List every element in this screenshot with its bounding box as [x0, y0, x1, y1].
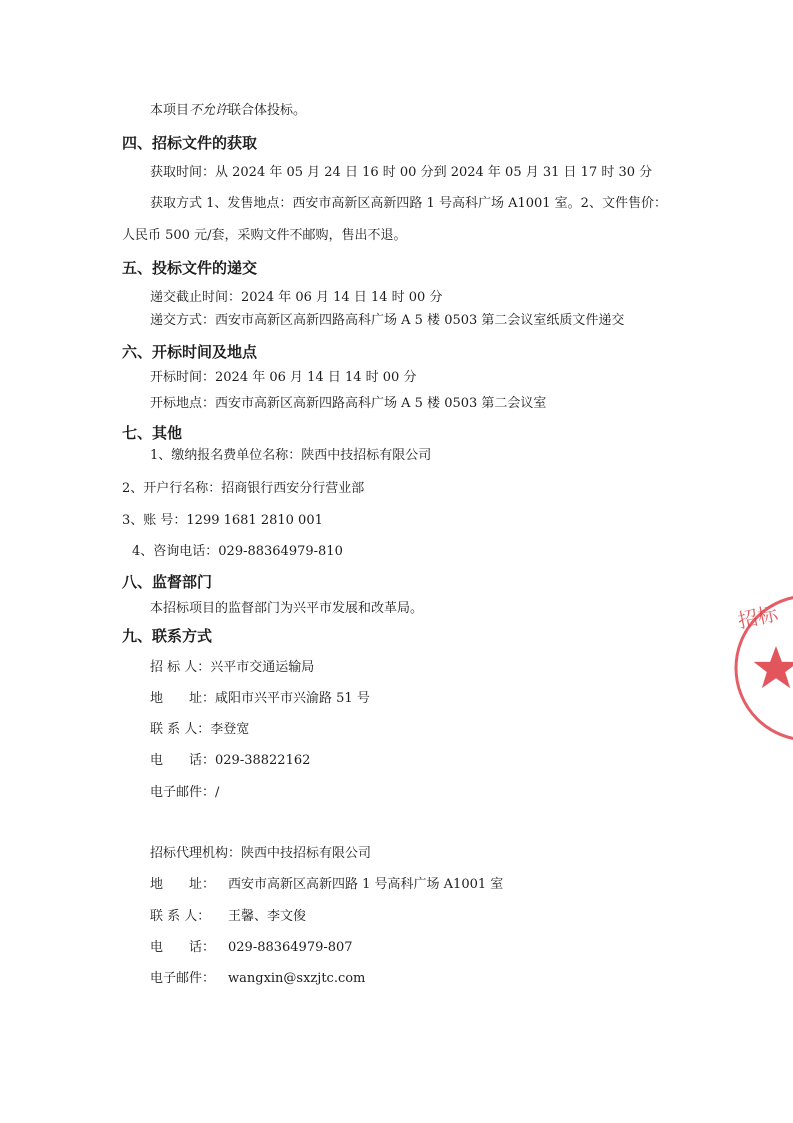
- opening-time: 开标时间：2024 年 06 月 14 日 14 时 00 分: [150, 370, 417, 385]
- supervisor-text: 本招标项目的监督部门为兴平市发展和改革局。: [150, 601, 424, 616]
- tenderer-phone-row: [150, 753, 310, 769]
- inquiry-phone: 4、咨询电话：029-88364979-810: [132, 544, 343, 559]
- agency-row: [150, 846, 371, 862]
- bank-name: 2、开户行名称：招商银行西安分行营业部: [122, 481, 365, 496]
- submit-method: 递交方式：西安市高新区高新四路高科广场 A 5 楼 0503 第二会议室纸质文件递交: [150, 313, 625, 328]
- tenderer-address-value: 咸阳市兴平市兴渝路 51 号: [215, 691, 370, 706]
- tenderer-label: 招 标 人：: [150, 660, 211, 675]
- agency-value: 陕西中技招标有限公司: [241, 846, 372, 861]
- company-seal: [728, 588, 793, 748]
- section-7-heading: 七、其他: [122, 424, 183, 442]
- agency-phone-label: 电 话：: [150, 940, 216, 955]
- intro-paragraph: [150, 103, 306, 119]
- tenderer-row: [150, 660, 314, 676]
- agency-email-value: wangxin@sxzjtc.com: [228, 971, 366, 986]
- agency-address-row: [150, 877, 503, 893]
- account-number: 3、账 号：1299 1681 2810 001: [122, 513, 323, 528]
- acquire-method-line1: 获取方式 1、发售地点：西安市高新区高新四路 1 号高科广场 A1001 室。2、文件售价：: [150, 196, 667, 211]
- agency-phone-row: [150, 940, 353, 956]
- section-4-heading: 四、招标文件的获取: [122, 134, 258, 152]
- tenderer-contact-label: 联 系 人：: [150, 722, 211, 737]
- section-5-heading: 五、投标文件的递交: [122, 259, 258, 277]
- section-6-heading: 六、开标时间及地点: [122, 343, 258, 361]
- tenderer-address-label: 地 址：: [150, 691, 216, 706]
- section-9-heading: 九、联系方式: [122, 627, 213, 645]
- section-8-heading: 八、监督部门: [122, 573, 213, 591]
- opening-place: 开标地点：西安市高新区高新四路高科广场 A 5 楼 0503 第二会议室: [150, 396, 547, 411]
- agency-address-label: 地 址：: [150, 877, 216, 892]
- tenderer-email-value: /: [215, 785, 220, 800]
- tenderer-phone-value: 029-38822162: [215, 753, 311, 768]
- agency-address-value: 西安市高新区高新四路 1 号高科广场 A1001 室: [228, 877, 504, 892]
- tenderer-email-row: [150, 785, 219, 801]
- seal-text: 招标: [735, 601, 780, 633]
- agency-contact-label: 联 系 人：: [150, 909, 211, 924]
- tenderer-phone-label: 电 话：: [150, 753, 216, 768]
- agency-label: 招标代理机构：: [150, 846, 242, 861]
- tenderer-value: 兴平市交通运输局: [210, 660, 315, 675]
- intro-pre: 本项目: [150, 103, 190, 118]
- agency-email-row: [150, 971, 365, 987]
- intro-post: 联合体投标。: [228, 103, 307, 118]
- acquire-time: 获取时间：从 2024 年 05 月 24 日 16 时 00 分到 2024 年 05 月 31 日 17 时 30 分: [150, 165, 653, 180]
- tenderer-email-label: 电子邮件：: [150, 785, 216, 800]
- intro-emphasis: 不允许: [189, 103, 229, 118]
- submit-deadline: 递交截止时间：2024 年 06 月 14 日 14 时 00 分: [150, 290, 443, 305]
- agency-phone-value: 029-88364979-807: [228, 940, 353, 955]
- agency-contact-value: 王馨、李文俊: [228, 909, 307, 924]
- seal-star-icon: [754, 646, 793, 688]
- fee-payee: 1、缴纳报名费单位名称：陕西中技招标有限公司: [150, 448, 432, 463]
- tenderer-address-row: [150, 691, 370, 707]
- seal-graphic: [728, 588, 793, 748]
- agency-email-label: 电子邮件：: [150, 971, 216, 986]
- acquire-method-line2: 人民币 500 元/套，采购文件不邮购，售出不退。: [122, 228, 407, 243]
- tenderer-contact-row: [150, 722, 249, 738]
- tenderer-contact-value: 李登宽: [210, 722, 250, 737]
- agency-contact-row: [150, 909, 306, 925]
